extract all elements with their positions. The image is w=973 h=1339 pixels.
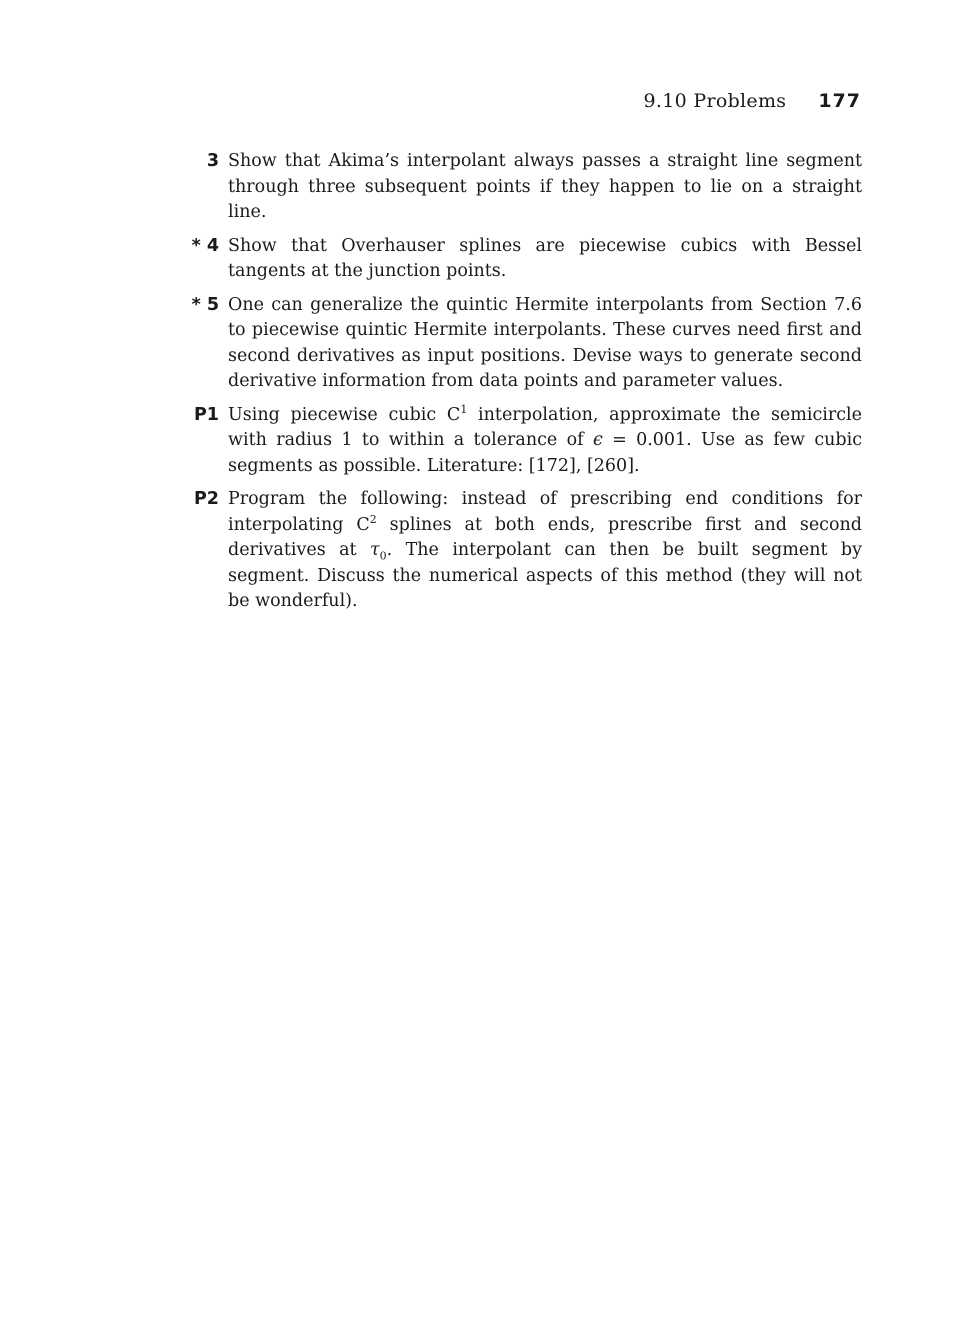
- problem-4: [180, 234, 862, 285]
- text-segment: interpolation, approximate the semicircle with radius 1 to within a tolerance of: [228, 404, 862, 450]
- section-title: 9.10 Problems: [643, 90, 787, 112]
- problem-p2: [180, 487, 862, 615]
- problem-label: * 5: [191, 294, 219, 315]
- problem-5: [180, 293, 862, 395]
- problem-label: P1: [193, 404, 219, 425]
- text-segment: Using piecewise cubic C: [228, 404, 461, 425]
- problem-text: [228, 487, 862, 615]
- problem-label: * 4: [191, 235, 219, 256]
- page-number: 177: [818, 90, 861, 112]
- problem-3: [180, 149, 862, 226]
- superscript: 2: [369, 512, 377, 526]
- tau-symbol: τ: [369, 540, 380, 560]
- problem-text: Show that Overhauser splines are piecewise cubics with Bessel tangents at the junction points.: [228, 235, 862, 281]
- text-segment: Program the following: instead of prescribing end conditions for interpolating C: [228, 489, 862, 535]
- subscript: 0: [379, 549, 387, 563]
- problem-p1: [180, 403, 862, 480]
- text-segment: splines at both ends, prescribe first and second derivatives at: [228, 514, 862, 560]
- superscript: 1: [460, 402, 468, 416]
- text-segment: = 0.001. Use as few cubic segments as possible. Literature: [172], [260].: [228, 430, 862, 476]
- problem-text: One can generalize the quintic Hermite interpolants from Section 7.6 to piecewise quintic Hermite interpolants. These curves need first and second derivatives as input positions. Devise ways to generate second derivative information from data points and parameter values.: [228, 294, 862, 391]
- problem-text: [228, 403, 862, 480]
- problem-text: Show that Akima’s interpolant always passes a straight line segment through three subsequent points if they happen to lie on a straight line.: [228, 151, 862, 222]
- problem-label: 3: [206, 151, 219, 171]
- epsilon-symbol: ϵ: [592, 430, 603, 450]
- problem-list: [180, 149, 862, 623]
- problem-label: P2: [193, 489, 219, 509]
- running-head: [644, 90, 861, 112]
- text-segment: . The interpolant can then be built segment by segment. Discuss the numerical aspects of this method (they will not be wonderful).: [228, 540, 862, 611]
